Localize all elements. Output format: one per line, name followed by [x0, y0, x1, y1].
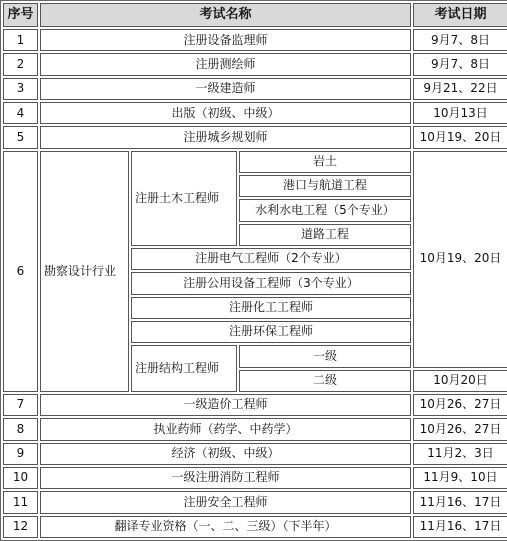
- exam-name: 一级注册消防工程师: [40, 467, 411, 489]
- exam-date: 11月2、3日: [413, 443, 507, 465]
- exam-date: 10月26、27日: [413, 394, 507, 416]
- row-number: 8: [3, 418, 38, 440]
- table-row: [3, 394, 507, 416]
- table-row: [3, 491, 507, 513]
- row-number: 4: [3, 102, 38, 124]
- table-row: [3, 78, 507, 100]
- electrical-engineer: 注册电气工程师（2个专业）: [131, 248, 411, 270]
- environmental-engineer: 注册环保工程师: [131, 321, 411, 343]
- exam-date: 9月7、8日: [413, 29, 507, 51]
- exam-name: 注册城乡规划师: [40, 126, 411, 148]
- exam-date: 10月13日: [413, 102, 507, 124]
- structural-level-1: 一级: [239, 345, 411, 367]
- row-number: 10: [3, 467, 38, 489]
- exam-date: 10月26、27日: [413, 418, 507, 440]
- row-number: 12: [3, 516, 38, 538]
- table-row: [3, 29, 507, 51]
- row-number: 5: [3, 126, 38, 148]
- civil-sub-road: 道路工程: [239, 224, 411, 246]
- header-date: 考试日期: [413, 3, 507, 27]
- exam-date: 10月19、20日: [413, 151, 507, 368]
- chemical-engineer: 注册化工工程师: [131, 297, 411, 319]
- utilities-engineer: 注册公用设备工程师（3个专业）: [131, 272, 411, 294]
- table-row: [3, 418, 507, 440]
- exam-date: 10月19、20日: [413, 126, 507, 148]
- exam-date: 11月16、17日: [413, 491, 507, 513]
- industry-label: 勘察设计行业: [40, 151, 129, 392]
- civil-engineer-label: 注册土木工程师: [131, 151, 237, 246]
- exam-name: 翻译专业资格（一、二、三级）（下半年）: [40, 516, 411, 538]
- exam-name: 经济（初级、中级）: [40, 443, 411, 465]
- exam-date: 11月16、17日: [413, 516, 507, 538]
- civil-sub-port: 港口与航道工程: [239, 175, 411, 197]
- header-name: 考试名称: [40, 3, 411, 27]
- exam-name: 出版（初级、中级）: [40, 102, 411, 124]
- structural-engineer-label: 注册结构工程师: [131, 345, 237, 392]
- exam-name: 一级建造师: [40, 78, 411, 100]
- exam-name: 执业药师（药学、中药学）: [40, 418, 411, 440]
- exam-date: 9月21、22日: [413, 78, 507, 100]
- row-number: 1: [3, 29, 38, 51]
- structural-level-2: 二级: [239, 370, 411, 392]
- table-row: [3, 102, 507, 124]
- row-number: 6: [3, 151, 38, 392]
- table-row: [3, 151, 507, 173]
- header-seq: 序号: [3, 3, 38, 27]
- exam-date: 10月20日: [413, 370, 507, 392]
- civil-sub-hydro: 水利水电工程（5个专业）: [239, 199, 411, 221]
- exam-name: 注册设备监理师: [40, 29, 411, 51]
- header-row: [3, 3, 507, 27]
- table-row: [3, 516, 507, 538]
- row-number: 11: [3, 491, 38, 513]
- civil-sub-geotech: 岩土: [239, 151, 411, 173]
- exam-date: 9月7、8日: [413, 53, 507, 75]
- table-row: [3, 126, 507, 148]
- row-number: 3: [3, 78, 38, 100]
- exam-name: 注册测绘师: [40, 53, 411, 75]
- exam-name: 注册安全工程师: [40, 491, 411, 513]
- table-row: [3, 443, 507, 465]
- exam-date: 11月9、10日: [413, 467, 507, 489]
- row-number: 9: [3, 443, 38, 465]
- table-row: [3, 467, 507, 489]
- table-row: [3, 53, 507, 75]
- row-number: 2: [3, 53, 38, 75]
- row-number: 7: [3, 394, 38, 416]
- exam-name: 一级造价工程师: [40, 394, 411, 416]
